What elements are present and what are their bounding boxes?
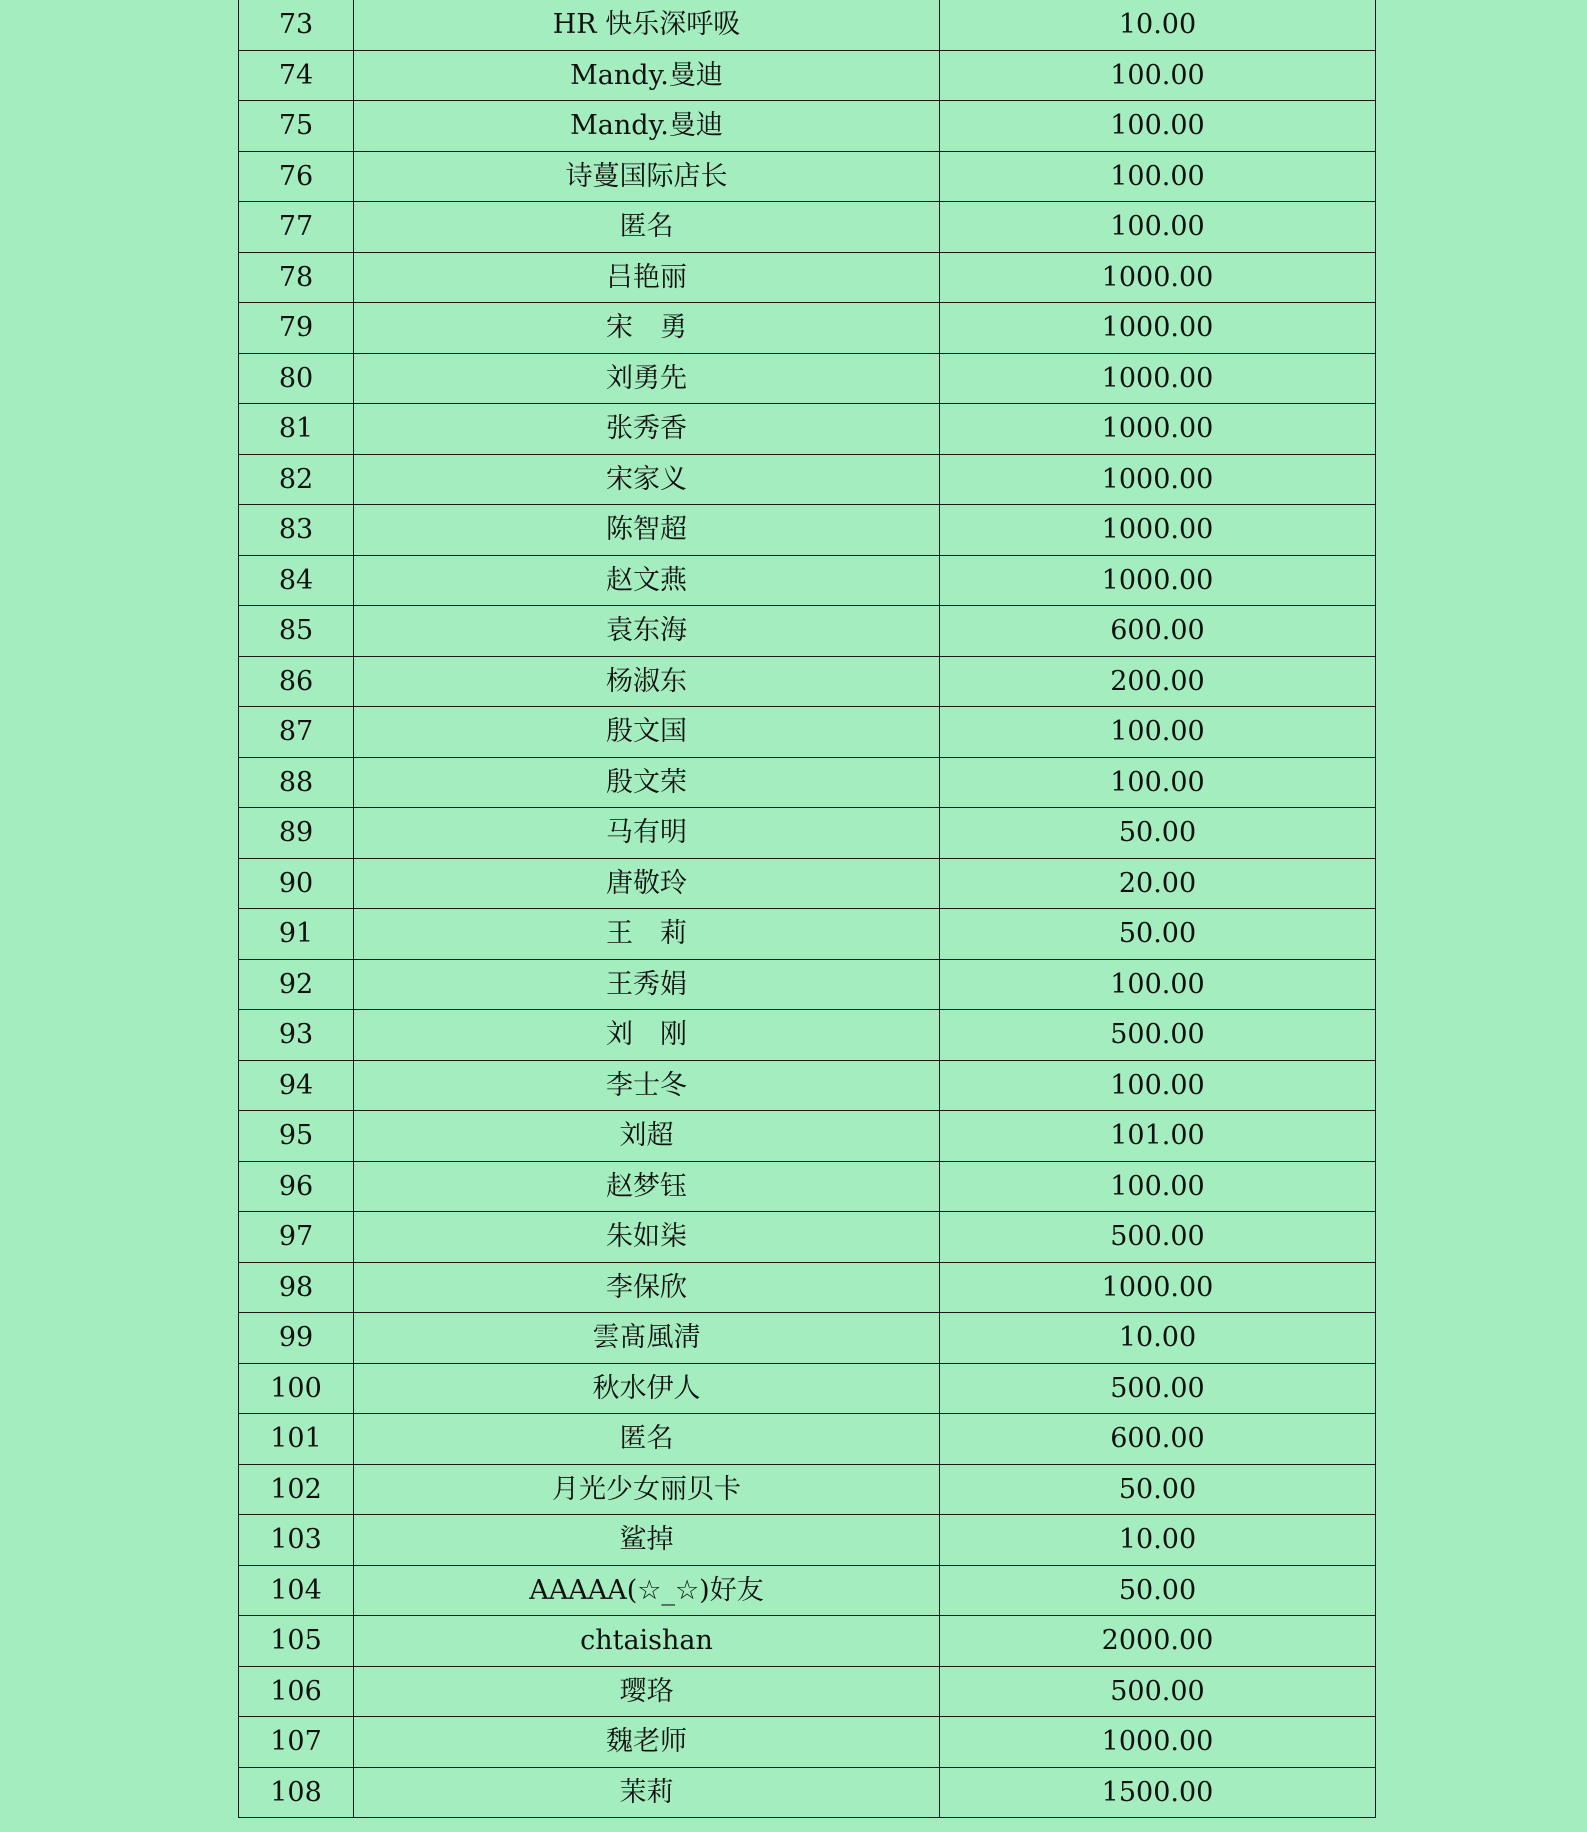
donor-name-cell: 马有明 xyxy=(354,808,940,859)
donor-name-cell: 袁东海 xyxy=(354,606,940,657)
donor-name-cell: 殷文国 xyxy=(354,707,940,758)
table-row xyxy=(239,151,1376,202)
donation-amount-cell: 100.00 xyxy=(940,959,1376,1010)
row-number-cell: 79 xyxy=(239,303,354,354)
table-row xyxy=(239,1767,1376,1818)
table-row xyxy=(239,1111,1376,1162)
row-number-cell: 80 xyxy=(239,353,354,404)
donation-amount-cell: 100.00 xyxy=(940,707,1376,758)
row-number-cell: 82 xyxy=(239,454,354,505)
donation-amount-cell: 1000.00 xyxy=(940,404,1376,455)
table-row xyxy=(239,1515,1376,1566)
donor-name-cell: HR 快乐深呼吸 xyxy=(354,0,940,50)
row-number-cell: 97 xyxy=(239,1212,354,1263)
table-row xyxy=(239,808,1376,859)
row-number-cell: 77 xyxy=(239,202,354,253)
row-number-cell: 81 xyxy=(239,404,354,455)
row-number-cell: 103 xyxy=(239,1515,354,1566)
donation-amount-cell: 1500.00 xyxy=(940,1767,1376,1818)
donation-amount-cell: 50.00 xyxy=(940,1565,1376,1616)
donor-name-cell: 刘勇先 xyxy=(354,353,940,404)
donation-amount-cell: 100.00 xyxy=(940,101,1376,152)
donation-amount-cell: 100.00 xyxy=(940,151,1376,202)
donation-amount-cell: 100.00 xyxy=(940,757,1376,808)
donation-amount-cell: 50.00 xyxy=(940,1464,1376,1515)
donation-amount-cell: 1000.00 xyxy=(940,353,1376,404)
donor-name-cell: Mandy.曼迪 xyxy=(354,50,940,101)
donor-name-cell: 诗蔓国际店长 xyxy=(354,151,940,202)
row-number-cell: 92 xyxy=(239,959,354,1010)
table-row xyxy=(239,1565,1376,1616)
donation-amount-cell: 100.00 xyxy=(940,50,1376,101)
donor-name-cell: 张秀香 xyxy=(354,404,940,455)
table-row xyxy=(239,1363,1376,1414)
row-number-cell: 108 xyxy=(239,1767,354,1818)
donation-amount-cell: 600.00 xyxy=(940,1414,1376,1465)
donor-name-cell: 王秀娟 xyxy=(354,959,940,1010)
donation-amount-cell: 500.00 xyxy=(940,1363,1376,1414)
donation-amount-cell: 101.00 xyxy=(940,1111,1376,1162)
table-row xyxy=(239,0,1376,50)
row-number-cell: 87 xyxy=(239,707,354,758)
donation-amount-cell: 600.00 xyxy=(940,606,1376,657)
donor-name-cell: 秋水伊人 xyxy=(354,1363,940,1414)
table-row xyxy=(239,1313,1376,1364)
row-number-cell: 90 xyxy=(239,858,354,909)
donor-name-cell: 朱如柒 xyxy=(354,1212,940,1263)
donation-amount-cell: 500.00 xyxy=(940,1212,1376,1263)
donation-amount-cell: 500.00 xyxy=(940,1010,1376,1061)
table-row xyxy=(239,757,1376,808)
donation-table xyxy=(238,0,1376,1818)
table-row xyxy=(239,252,1376,303)
donation-amount-cell: 100.00 xyxy=(940,202,1376,253)
donation-amount-cell: 200.00 xyxy=(940,656,1376,707)
table-row xyxy=(239,1010,1376,1061)
donor-name-cell: 李士冬 xyxy=(354,1060,940,1111)
donation-amount-cell: 10.00 xyxy=(940,1515,1376,1566)
donor-name-cell: 雲髙風淸 xyxy=(354,1313,940,1364)
donation-amount-cell: 100.00 xyxy=(940,1161,1376,1212)
donation-amount-cell: 1000.00 xyxy=(940,555,1376,606)
row-number-cell: 105 xyxy=(239,1616,354,1667)
donation-amount-cell: 1000.00 xyxy=(940,303,1376,354)
donor-name-cell: 茉莉 xyxy=(354,1767,940,1818)
donation-amount-cell: 1000.00 xyxy=(940,454,1376,505)
table-row xyxy=(239,959,1376,1010)
row-number-cell: 95 xyxy=(239,1111,354,1162)
row-number-cell: 91 xyxy=(239,909,354,960)
table-row xyxy=(239,656,1376,707)
row-number-cell: 96 xyxy=(239,1161,354,1212)
row-number-cell: 107 xyxy=(239,1717,354,1768)
donor-name-cell: 宋家义 xyxy=(354,454,940,505)
donor-name-cell: 刘 刚 xyxy=(354,1010,940,1061)
row-number-cell: 76 xyxy=(239,151,354,202)
table-row xyxy=(239,202,1376,253)
donor-name-cell: 魏老师 xyxy=(354,1717,940,1768)
table-row xyxy=(239,50,1376,101)
donor-name-cell: 殷文荣 xyxy=(354,757,940,808)
donation-amount-cell: 20.00 xyxy=(940,858,1376,909)
table-row xyxy=(239,454,1376,505)
table-row xyxy=(239,1616,1376,1667)
donor-name-cell: 王 莉 xyxy=(354,909,940,960)
donor-name-cell: 匿名 xyxy=(354,1414,940,1465)
donation-amount-cell: 1000.00 xyxy=(940,1262,1376,1313)
table-row xyxy=(239,555,1376,606)
donor-name-cell: 李保欣 xyxy=(354,1262,940,1313)
row-number-cell: 104 xyxy=(239,1565,354,1616)
table-row xyxy=(239,101,1376,152)
donation-table-body xyxy=(239,0,1376,1818)
table-row xyxy=(239,303,1376,354)
table-row xyxy=(239,1414,1376,1465)
donor-name-cell: 月光少女丽贝卡 xyxy=(354,1464,940,1515)
row-number-cell: 75 xyxy=(239,101,354,152)
donation-amount-cell: 50.00 xyxy=(940,909,1376,960)
row-number-cell: 93 xyxy=(239,1010,354,1061)
donor-name-cell: 璎珞 xyxy=(354,1666,940,1717)
donation-amount-cell: 1000.00 xyxy=(940,505,1376,556)
table-row xyxy=(239,707,1376,758)
donation-amount-cell: 100.00 xyxy=(940,1060,1376,1111)
row-number-cell: 74 xyxy=(239,50,354,101)
table-row xyxy=(239,404,1376,455)
row-number-cell: 73 xyxy=(239,0,354,50)
table-row xyxy=(239,1060,1376,1111)
donor-name-cell: 吕艳丽 xyxy=(354,252,940,303)
table-row xyxy=(239,1262,1376,1313)
donor-name-cell: chtaishan xyxy=(354,1616,940,1667)
row-number-cell: 94 xyxy=(239,1060,354,1111)
row-number-cell: 86 xyxy=(239,656,354,707)
donor-name-cell: AAAAA(☆_☆)好友 xyxy=(354,1565,940,1616)
row-number-cell: 106 xyxy=(239,1666,354,1717)
row-number-cell: 89 xyxy=(239,808,354,859)
row-number-cell: 102 xyxy=(239,1464,354,1515)
donation-list-sheet xyxy=(238,0,1375,1832)
table-row xyxy=(239,909,1376,960)
row-number-cell: 99 xyxy=(239,1313,354,1364)
table-row xyxy=(239,505,1376,556)
table-row xyxy=(239,1666,1376,1717)
donor-name-cell: 赵文燕 xyxy=(354,555,940,606)
donation-amount-cell: 1000.00 xyxy=(940,252,1376,303)
donor-name-cell: 匿名 xyxy=(354,202,940,253)
table-row xyxy=(239,1464,1376,1515)
table-row xyxy=(239,858,1376,909)
row-number-cell: 100 xyxy=(239,1363,354,1414)
donor-name-cell: 杨淑东 xyxy=(354,656,940,707)
donor-name-cell: 刘超 xyxy=(354,1111,940,1162)
donation-amount-cell: 50.00 xyxy=(940,808,1376,859)
donation-amount-cell: 1000.00 xyxy=(940,1717,1376,1768)
table-row xyxy=(239,1212,1376,1263)
table-row xyxy=(239,606,1376,657)
row-number-cell: 88 xyxy=(239,757,354,808)
row-number-cell: 98 xyxy=(239,1262,354,1313)
donor-name-cell: 陈智超 xyxy=(354,505,940,556)
table-row xyxy=(239,353,1376,404)
table-row xyxy=(239,1717,1376,1768)
table-row xyxy=(239,1161,1376,1212)
row-number-cell: 78 xyxy=(239,252,354,303)
donor-name-cell: 赵梦钰 xyxy=(354,1161,940,1212)
row-number-cell: 83 xyxy=(239,505,354,556)
row-number-cell: 84 xyxy=(239,555,354,606)
donation-amount-cell: 500.00 xyxy=(940,1666,1376,1717)
row-number-cell: 101 xyxy=(239,1414,354,1465)
donor-name-cell: Mandy.曼迪 xyxy=(354,101,940,152)
row-number-cell: 85 xyxy=(239,606,354,657)
donation-amount-cell: 2000.00 xyxy=(940,1616,1376,1667)
donation-amount-cell: 10.00 xyxy=(940,1313,1376,1364)
donor-name-cell: 鲨掉 xyxy=(354,1515,940,1566)
donation-amount-cell: 10.00 xyxy=(940,0,1376,50)
donor-name-cell: 唐敬玲 xyxy=(354,858,940,909)
donor-name-cell: 宋 勇 xyxy=(354,303,940,354)
